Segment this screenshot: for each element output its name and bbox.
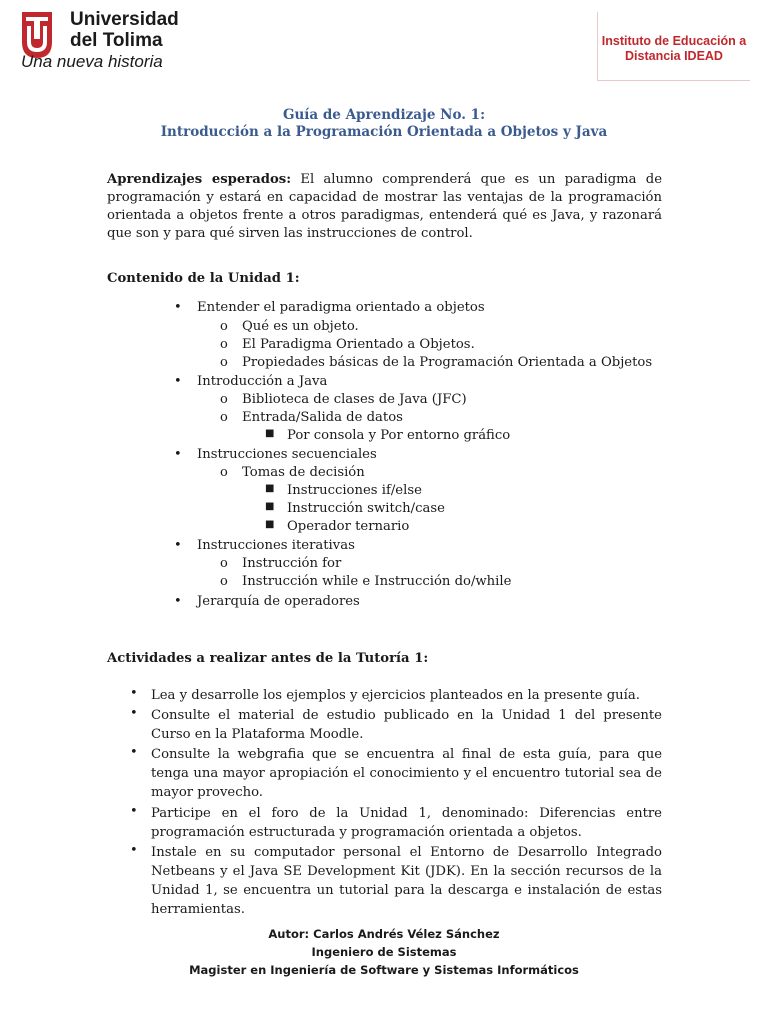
bullet-icon: •: [174, 374, 182, 389]
guide-subtitle: Introducción a la Programación Orientada a Objetos y Java: [160, 124, 608, 140]
circle-bullet-icon: o: [220, 337, 228, 352]
list-item: Entrada/Salida de datos: [242, 410, 403, 425]
footer-author: Autor: Carlos Andrés Vélez Sánchez: [268, 927, 500, 941]
bullet-icon: •: [130, 745, 138, 760]
institute-logo: [597, 12, 750, 81]
circle-bullet-icon: o: [220, 556, 228, 571]
activity-item: Consulte la webgrafia que se encuentra al final de esta guía, para que tenga una mayor apropiación el conocimiento y el encuentro tutorial sea de mayor provecho.: [151, 747, 662, 800]
list-item: Instrucción for: [242, 556, 342, 571]
activities-heading: Actividades a realizar antes de la Tutoría 1:: [107, 651, 429, 666]
bullet-icon: •: [130, 843, 138, 858]
list-item: Instrucciones secuenciales: [197, 447, 377, 462]
circle-bullet-icon: o: [220, 574, 228, 589]
bullet-icon: •: [130, 706, 138, 721]
activity-item: Instale en su computador personal el Entorno de Desarrollo Integrado Netbeans y el Java SE Development Kit (JDK). En la sección recursos de la Unidad 1, se encuentra un tutorial para la descarga e instalación de estas herramientas.: [151, 845, 662, 917]
activity-item: Consulte el material de estudio publicado en la Unidad 1 del presente Curso en la Plataforma Moodle.: [151, 708, 662, 742]
list-item: Instrucción while e Instrucción do/while: [242, 574, 512, 589]
circle-bullet-icon: o: [220, 355, 228, 370]
list-item: Qué es un objeto.: [242, 319, 359, 334]
institute-name-line2: Distancia IDEAD: [625, 49, 723, 63]
university-logo: [18, 9, 179, 74]
footer-role: Ingeniero de Sistemas: [311, 945, 457, 959]
list-item: Jerarquía de operadores: [197, 594, 360, 609]
square-bullet-icon: ■: [265, 519, 275, 530]
university-name-line2: del Tolima: [70, 30, 163, 51]
learning-outcomes-label: Aprendizajes esperados:: [107, 172, 292, 187]
list-item: Tomas de decisión: [242, 465, 365, 480]
guide-title: Guía de Aprendizaje No. 1:: [282, 107, 486, 123]
circle-bullet-icon: o: [220, 392, 228, 407]
footer-degree: Magister en Ingeniería de Software y Sistemas Informáticos: [189, 963, 579, 977]
bullet-icon: •: [174, 538, 182, 553]
bullet-icon: •: [130, 686, 138, 701]
bullet-icon: •: [174, 594, 182, 609]
circle-bullet-icon: o: [220, 410, 228, 425]
circle-bullet-icon: o: [220, 319, 228, 334]
list-item: Entender el paradigma orientado a objetos: [197, 300, 485, 315]
learning-outcomes-text: El alumno comprenderá que es un paradigma de programación y estará en capacidad de mostrar las ventajas de la programación orientada a objetos frente a otros paradigmas, entenderá qué es Java, y razonará que son y para qué sirven las instrucciones de control.: [107, 172, 663, 241]
circle-bullet-icon: o: [220, 465, 228, 480]
list-item: Introducción a Java: [197, 374, 328, 389]
contents-heading: Contenido de la Unidad 1:: [107, 271, 300, 286]
square-bullet-icon: ■: [265, 501, 275, 512]
list-item: El Paradigma Orientado a Objetos.: [242, 337, 475, 352]
bullet-icon: •: [130, 804, 138, 819]
square-bullet-icon: ■: [265, 428, 275, 439]
bullet-icon: •: [174, 300, 182, 315]
activity-item: Participe en el foro de la Unidad 1, denominado: Diferencias entre programación estructurada y programación orientada a objetos.: [151, 806, 662, 840]
activity-item: Lea y desarrolle los ejemplos y ejercicios planteados en la presente guía.: [151, 688, 640, 703]
list-item: Propiedades básicas de la Programación Orientada a Objetos: [242, 355, 653, 370]
list-item: Biblioteca de clases de Java (JFC): [242, 392, 467, 407]
list-item: Instrucciones iterativas: [197, 538, 355, 553]
list-item: Por consola y Por entorno gráfico: [287, 428, 511, 443]
list-item: Instrucciones if/else: [287, 483, 422, 498]
university-name-line1: Universidad: [70, 9, 179, 30]
list-item: Instrucción switch/case: [287, 501, 445, 516]
university-tagline: Una nueva historia: [21, 52, 163, 71]
bullet-icon: •: [174, 447, 182, 462]
list-item: Operador ternario: [287, 519, 410, 534]
institute-name-line1: Instituto de Educación a: [601, 34, 747, 48]
square-bullet-icon: ■: [265, 483, 275, 494]
learning-outcomes-paragraph: [107, 171, 662, 243]
